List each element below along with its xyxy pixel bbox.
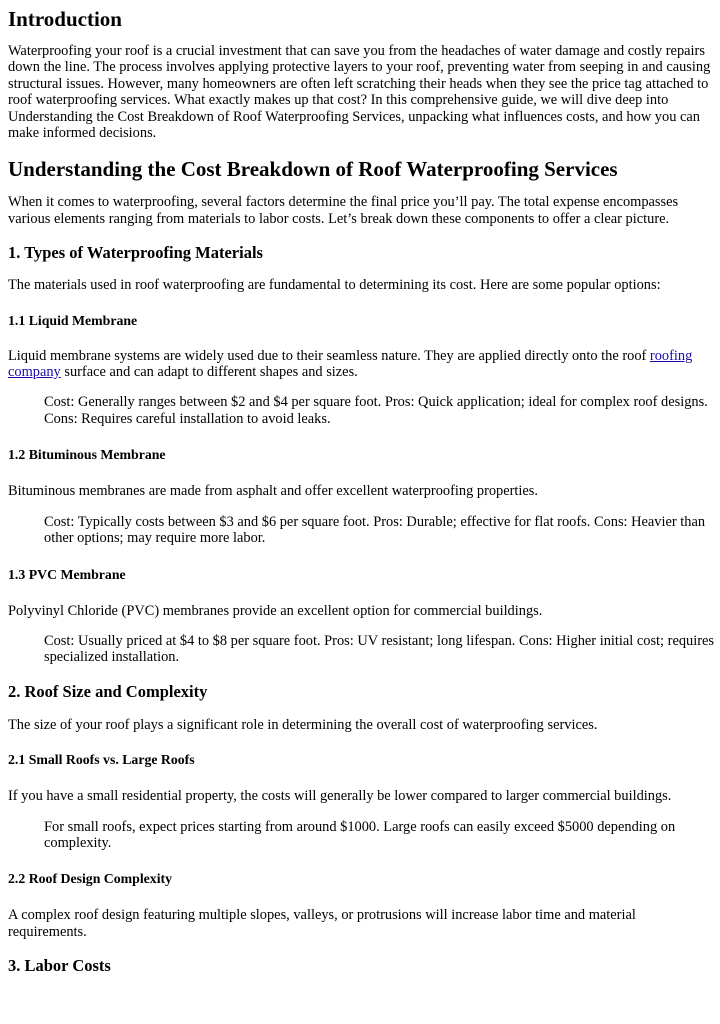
intro-paragraph: Waterproofing your roof is a crucial investment that can save you from the headaches of water damage and costly repairs down the line. The process involves applying protective layers to your roof, preventing water from seeping in and causing structural issues. However, many homeowners are often left scratching their heads when they see the price tag attached to roof waterproofing services. What exactly makes up that cost? In this comprehensive guide, we will dive deep into Understanding the Cost Breakdown of Roof Waterproofing Services, unpacking what influences costs, and how you can make informed decisions. [8,43,711,142]
design-complexity-paragraph: A complex roof design featuring multiple slopes, valleys, or protrusions will increase labor time and material requirements. [8,907,636,940]
intro-heading: Introduction [8,7,122,31]
bituminous-membrane-paragraph: Bituminous membranes are made from asphalt and offer excellent waterproofing properties. [8,483,539,500]
liquid-membrane-heading: 1.1 Liquid Membrane [8,312,138,328]
bituminous-membrane-details: Cost: Typically costs between $3 and $6 per square foot. Pros: Durable; effective for flat roofs. Cons: Heavier than other options; may require more labor. [44,513,706,547]
liquid-membrane-text-start: Liquid membrane systems are widely used due to their seamless nature. They are applied directly onto the roof [8,347,650,364]
small-vs-large-paragraph: If you have a small residential property, the costs will generally be lower compared to larger commercial buildings. [8,788,672,805]
small-vs-large-details: For small roofs, expect prices starting from around $1000. Large roofs can easily exceed $5000 depending on complexity. [44,818,676,851]
materials-paragraph: The materials used in roof waterproofing are fundamental to determining its cost. Here are some popular options: [8,277,661,294]
roofing-company-link[interactable]: roofing company [8,347,693,381]
liquid-membrane-details: Cost: Generally ranges between $2 and $4 per square foot. Pros: Quick application; ideal for complex roof designs. Cons: Requires careful installation to avoid leaks. [44,394,708,427]
pvc-membrane-paragraph: Polyvinyl Chloride (PVC) membranes provide an excellent option for commercial buildings. [8,602,543,619]
article [0,7,720,975]
pvc-membrane-details: Cost: Usually priced at $4 to $8 per square foot. Pros: UV resistant; long lifespan. Cons: Higher initial cost; requires specialized installation. [44,632,714,666]
breakdown-paragraph: When it comes to waterproofing, several factors determine the final price you’ll pay. The total expense encompasses various elements ranging from materials to labor costs. Let’s break down these components to offer a clear picture. [8,194,679,227]
pvc-membrane-heading: 1.3 PVC Membrane [8,566,126,582]
small-vs-large-heading: 2.1 Small Roofs vs. Large Roofs [8,752,195,768]
liquid-membrane-paragraph [8,348,716,381]
design-complexity-heading: 2.2 Roof Design Complexity [8,871,173,887]
roof-size-heading: 2. Roof Size and Complexity [8,681,208,701]
bituminous-membrane-heading: 1.2 Bituminous Membrane [8,447,166,463]
breakdown-heading: Understanding the Cost Breakdown of Roof Waterproofing Services [8,157,618,182]
labor-costs-heading: 3. Labor Costs [8,956,111,976]
roof-size-paragraph: The size of your roof plays a significant role in determining the overall cost of waterproofing services. [8,716,598,733]
liquid-membrane-text-end: surface and can adapt to different shapes and sizes. [60,364,358,381]
materials-heading: 1. Types of Waterproofing Materials [8,243,263,263]
